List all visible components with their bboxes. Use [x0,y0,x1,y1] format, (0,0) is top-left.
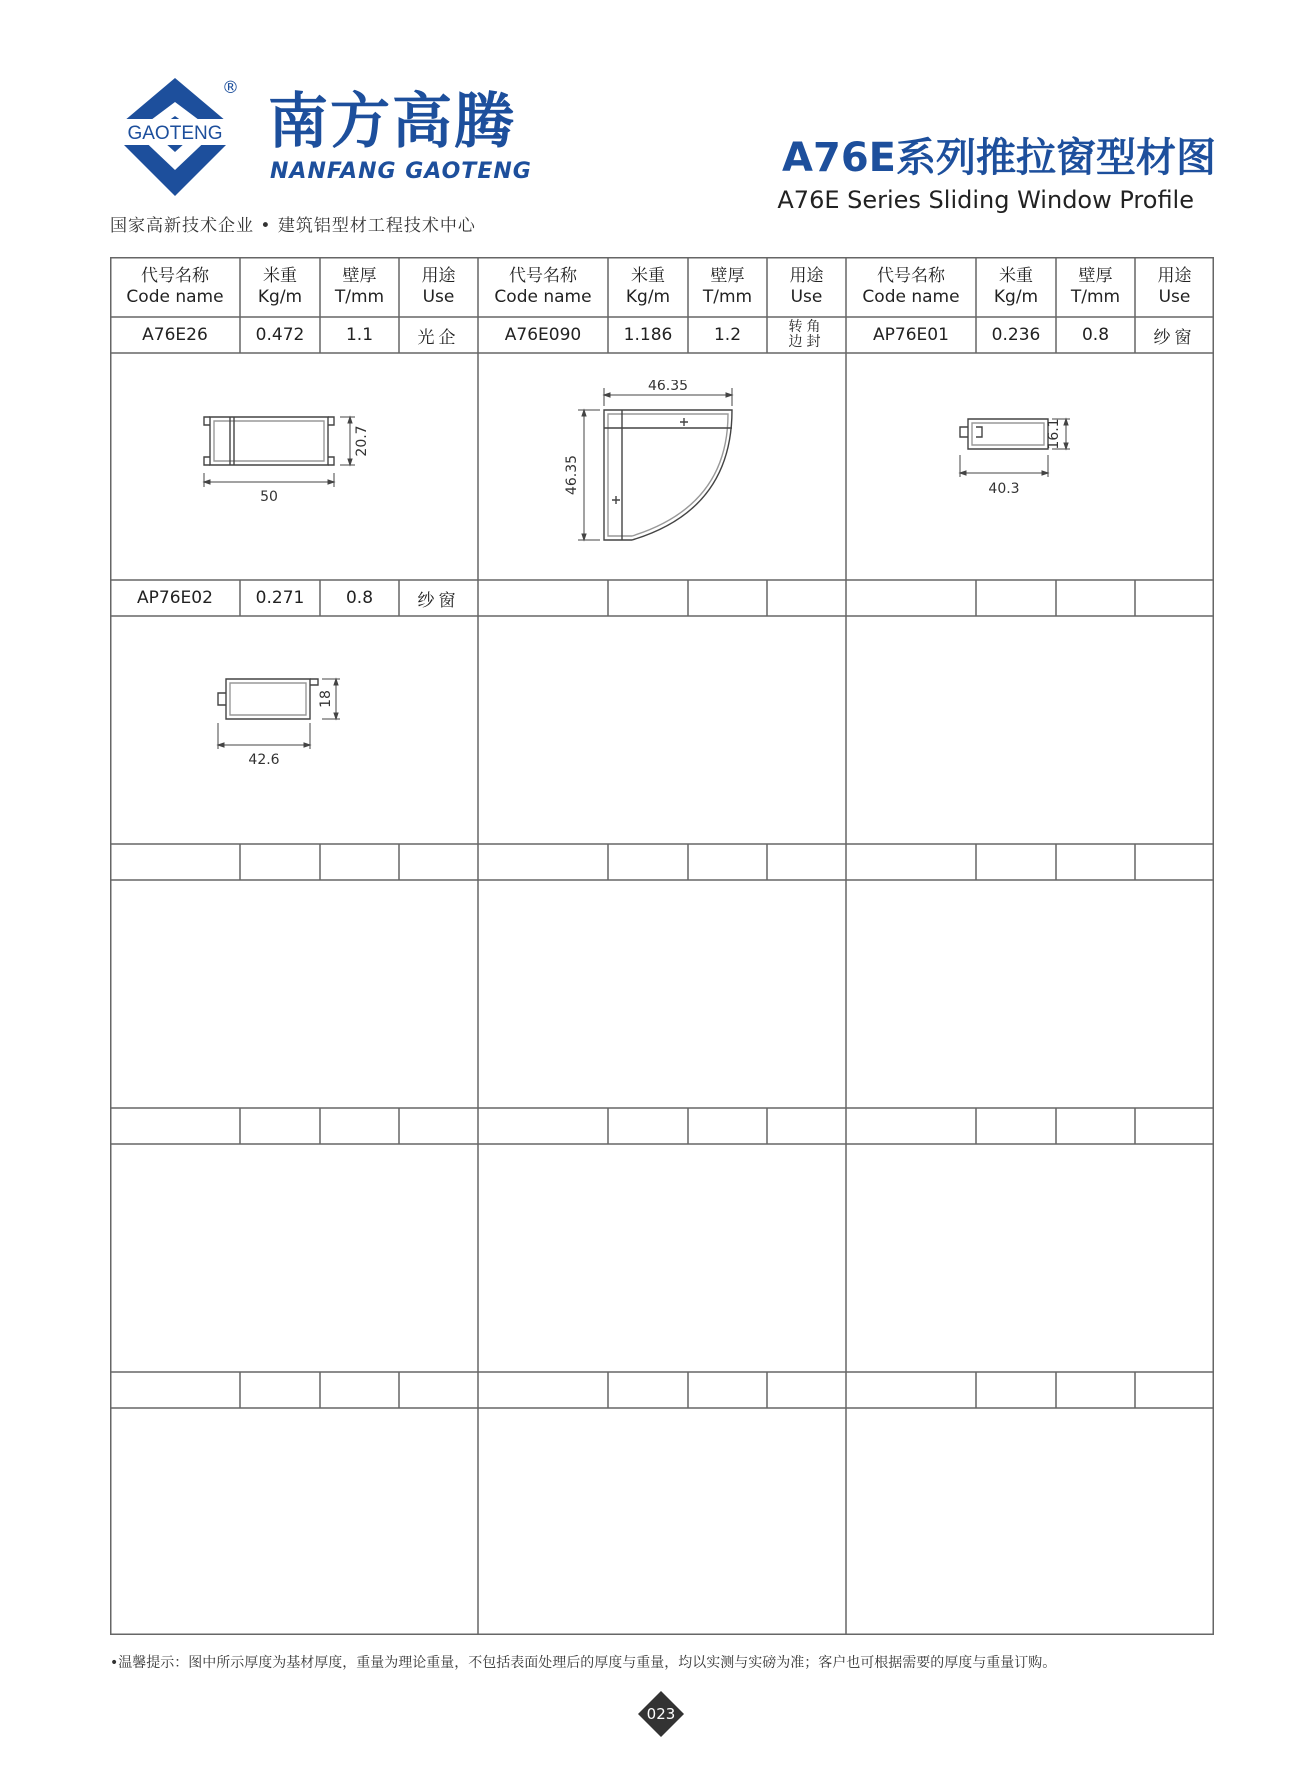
weight-cell: 0.236 [991,325,1041,345]
logo-text: GAOTENG [127,123,223,144]
header-use: 用途 Use [789,266,824,307]
brand-tagline: 国家高新技术企业 • 建筑铝型材工程技术中心 [110,216,476,236]
thickness-cell: 1.2 [713,325,742,345]
weight-cell: 0.472 [255,325,305,345]
header-group-1 [110,257,478,317]
dim-width-label: 42.6 [248,752,280,768]
profile-drawing-a76e090 [564,380,774,560]
header-thickness: 壁厚 T/mm [1070,266,1121,307]
footnote: •温馨提示：图中所示厚度为基材厚度，重量为理论重量，不包括表面处理后的厚度与重量，均以实测与实磅为准；客户也可根据需要的厚度与重量订购。 [110,1655,1057,1671]
dim-width-label: 40.3 [988,481,1020,497]
header-weight: 米重 Kg/m [993,266,1039,307]
header-code: 代号名称 Code name [126,266,224,307]
dim-height-label: 18 [318,690,334,708]
use-cell: 纱窗 [417,590,460,611]
weight-cell: 0.271 [255,588,305,608]
thickness-cell: 0.8 [345,588,374,608]
thickness-cell: 1.1 [345,325,374,345]
header-thickness: 壁厚 T/mm [334,266,385,307]
header-code: 代号名称 Code name [862,266,960,307]
header-thickness: 壁厚 T/mm [702,266,753,307]
header-weight: 米重 Kg/m [257,266,303,307]
use-cell: 光企 [417,327,460,348]
header-use: 用途 Use [421,266,456,307]
page-title-cn: A76E系列推拉窗型材图 [782,135,1216,181]
header-code: 代号名称 Code name [494,266,592,307]
page-title-en: A76E Series Sliding Window Profile [777,186,1194,214]
dim-height-label: 16.1 [1046,418,1062,450]
header-group-3 [846,257,1214,317]
dim-height-label: 20.7 [354,425,370,457]
brand-name-en: NANFANG GAOTENG [270,159,532,184]
table-row [110,317,478,353]
header-group-2 [478,257,846,317]
use-cell: 转角 边封 [788,319,825,350]
table-row [110,580,478,616]
table-row [478,317,846,353]
dim-width-label: 46.35 [647,380,689,394]
dim-height-label: 46.35 [564,454,580,496]
page-number: 023 [646,1705,676,1723]
weight-cell: 1.186 [623,325,673,345]
profile-drawing-ap76e02 [210,667,390,777]
header-use: 用途 Use [1157,266,1192,307]
header-weight: 米重 Kg/m [625,266,671,307]
thickness-cell: 0.8 [1081,325,1110,345]
profile-drawing-ap76e01 [948,407,1128,517]
profile-drawing-a76e26 [200,407,400,517]
code-cell: A76E26 [142,325,208,345]
code-cell: AP76E02 [137,588,213,608]
registered-mark: ® [222,78,239,98]
dim-width-label: 50 [260,489,278,505]
brand-name-cn: 南方高腾 [268,87,516,157]
code-cell: AP76E01 [873,325,949,345]
code-cell: A76E090 [504,325,582,345]
profile-table [110,257,1214,1635]
use-cell: 纱窗 [1153,327,1196,348]
table-row [846,317,1214,353]
